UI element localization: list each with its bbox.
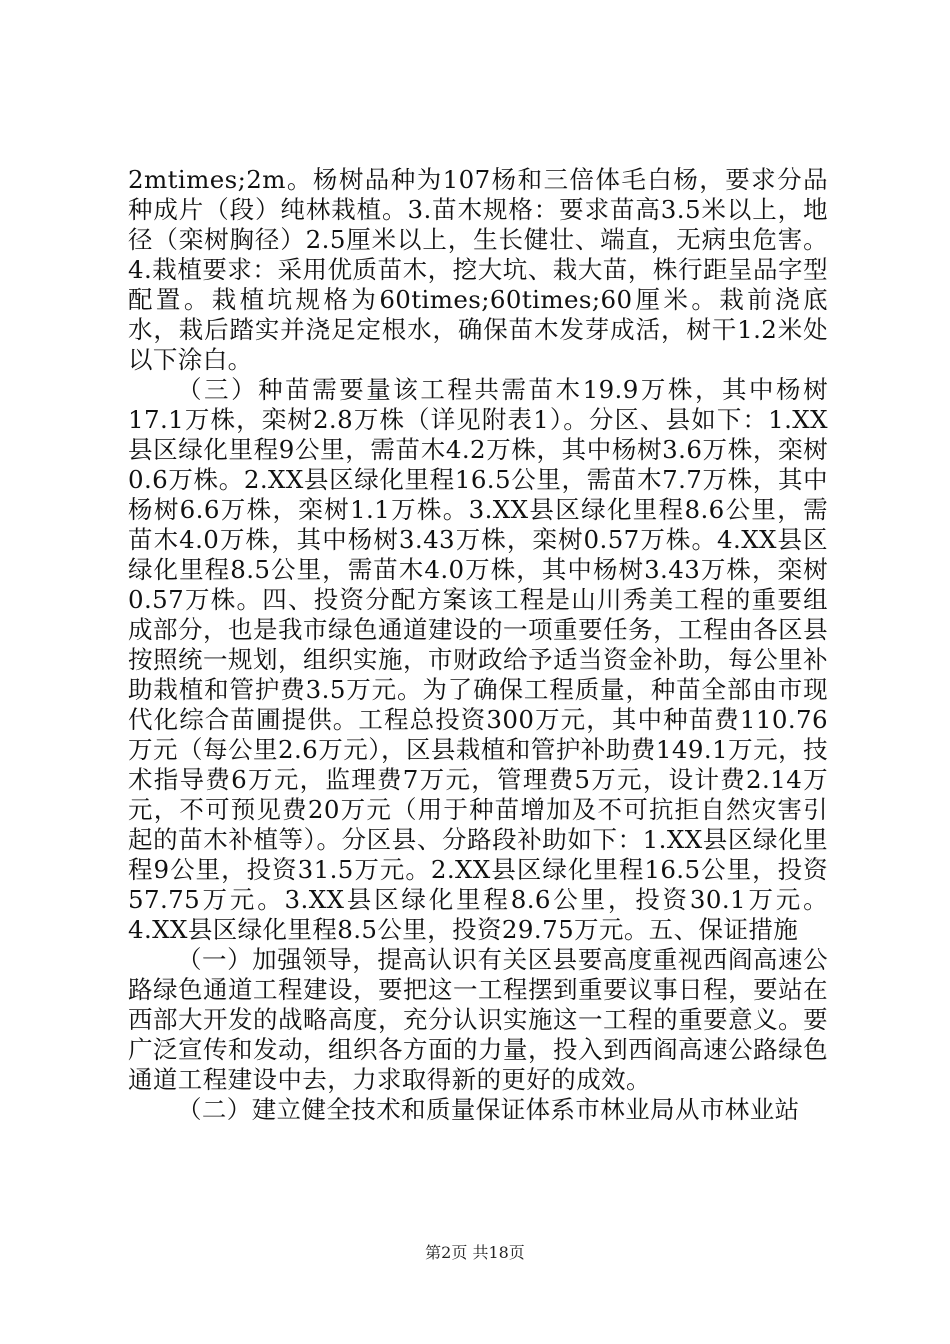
document-body (128, 165, 828, 1125)
paragraph-seedling-demand: （三）种苗需要量该工程共需苗木19.9万株，其中杨树17.1万株，栾树2.8万株（详见附表1）。分区、县如下：1.XX县区绿化里程9公里，需苗木4.2万株，其中杨树3.6万株，栾树0.6万株。2.XX县区绿化里程16.5公里，需苗木7.7万株，其中杨树6.6万株，栾树1.1万株。3.XX县区绿化里程8.6公里，需苗木4.0万株，其中杨树3.43万株，栾树0.57万株。4.XX县区绿化里程8.5公里，需苗木4.0万株，其中杨树3.43万株，栾树0.57万株。四、投资分配方案该工程是山川秀美工程的重要组成部分，也是我市绿色通道建设的一项重要任务，工程由各区县按照统一规划，组织实施，市财政给予适当资金补助，每公里补助栽植和管护费3.5万元。为了确保工程质量，种苗全部由市现代化综合苗圃提供。工程总投资300万元，其中种苗费110.76万元（每公里2.6万元），区县栽植和管护补助费149.1万元，技术指导费6万元，监理费7万元，管理费5万元，设计费2.14万元，不可预见费20万元（用于种苗增加及不可抗拒自然灾害引起的苗木补植等）。分区县、分路段补助如下：1.XX县区绿化里程9公里，投资31.5万元。2.XX县区绿化里程16.5公里，投资57.75万元。3.XX县区绿化里程8.6公里，投资30.1万元。4.XX县区绿化里程8.5公里，投资29.75万元。五、保证措施 (128, 375, 828, 944)
paragraph-quality-system: （二）建立健全技术和质量保证体系市林业局从市林业站 (177, 1095, 800, 1124)
paragraph-strengthen-leadership: （一）加强领导，提高认识有关区县要高度重视西阎高速公路绿色通道工程建设，要把这一工程摆到重要议事日程，要站在西部大开发的战略高度，充分认识实施这一工程的重要意义。要广泛宣传和发动，组织各方面的力量，投入到西阎高速公路绿色通道工程建设中去，力求取得新的更好的成效。 (128, 945, 828, 1094)
paragraph-planting-specs: 2mtimes;2m。杨树品种为107杨和三倍体毛白杨，要求分品种成片（段）纯林栽植。3.苗木规格：要求苗高3.5米以上，地径（栾树胸径）2.5厘米以上，生长健壮、端直，无病虫危害。4.栽植要求：采用优质苗木，挖大坑、栽大苗，株行距呈品字型配置。栽植坑规格为60times;60times;60厘米。栽前浇底水，栽后踏实并浇足定根水，确保苗木发芽成活，树干1.2米处以下涂白。 (128, 165, 828, 374)
page-number-footer: 第2页 共18页 (425, 1243, 525, 1262)
